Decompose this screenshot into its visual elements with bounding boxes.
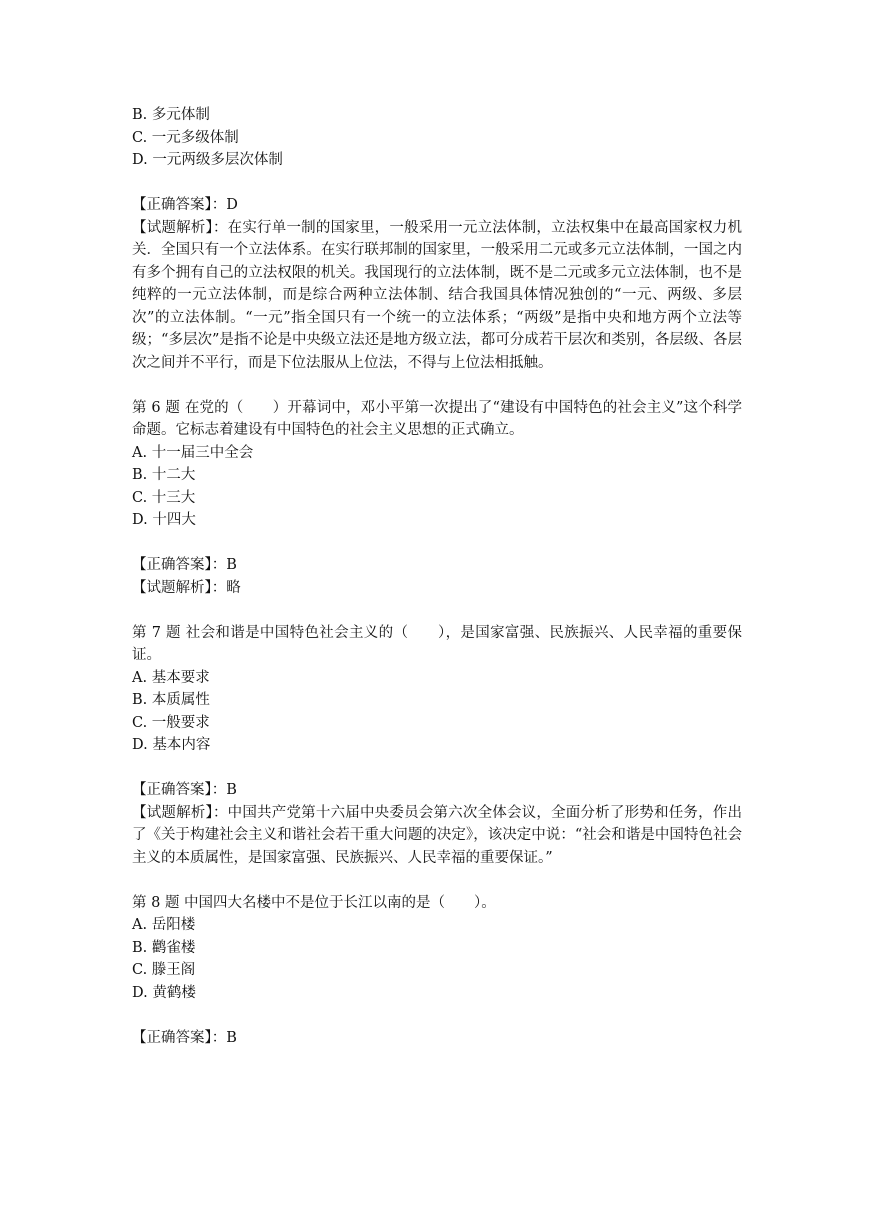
option-a: A. 十一届三中全会 bbox=[132, 444, 254, 461]
option-b: B. 十二大 bbox=[132, 467, 196, 483]
option-c: C. 十三大 bbox=[132, 489, 196, 506]
option-a: A. 基本要求 bbox=[132, 669, 210, 686]
option-b: B. 鹳雀楼 bbox=[132, 939, 196, 956]
exam-page bbox=[132, 104, 742, 1049]
option-d: D. 黄鹤楼 bbox=[132, 984, 196, 1001]
correct-answer: 【正确答案】：D bbox=[132, 197, 238, 213]
correct-answer: 【正确答案】：B bbox=[132, 1029, 237, 1046]
option-c: C. 一元多级体制 bbox=[132, 129, 239, 146]
question-8 bbox=[132, 892, 742, 1050]
answer-analysis: 【试题解析】：中国共产党第十六届中央委员会第六次全体会议，全面分析了形势和任务，作出了《关于构建社会主义和谐社会若干重大问题的决定》，该决定中说：“社会和谐是中国特色社会主义的本质属性，是国家富强、民族振兴、人民幸福的重要保证。” bbox=[132, 804, 742, 866]
option-d: D. 一元两级多层次体制 bbox=[132, 152, 283, 168]
question-5-tail bbox=[132, 104, 742, 374]
question-text: 第 7 题 社会和谐是中国特色社会主义的（ ），是国家富强、民族振兴、人民幸福的重要保证。 bbox=[132, 624, 742, 663]
question-text: 第 6 题 在党的（ ）开幕词中，邓小平第一次提出了“建设有中国特色的社会主义”这个科学命题。它标志着建设有中国特色的社会主义思想的正式确立。 bbox=[132, 399, 742, 438]
option-c: C. 一般要求 bbox=[132, 714, 210, 731]
answer-analysis: 【试题解析】：略 bbox=[132, 579, 241, 596]
option-b: B. 多元体制 bbox=[132, 107, 210, 123]
option-a: A. 岳阳楼 bbox=[132, 917, 196, 933]
question-6 bbox=[132, 397, 742, 600]
correct-answer: 【正确答案】：B bbox=[132, 557, 237, 573]
option-d: D. 十四大 bbox=[132, 512, 196, 528]
option-b: B. 本质属性 bbox=[132, 692, 210, 708]
question-7 bbox=[132, 622, 742, 870]
question-text: 第 8 题 中国四大名楼中不是位于长江以南的是（ ）。 bbox=[132, 894, 496, 911]
option-d: D. 基本内容 bbox=[132, 737, 211, 753]
answer-analysis: 【试题解析】：在实行单一制的国家里，一般采用一元立法体制，立法权集中在最高国家权力机关．全国只有一个立法体系。在实行联邦制的国家里，一般采用二元或多元立法体制，一国之内有多个拥有自己的立法权限的机关。我国现行的立法体制，既不是二元或多元立法体制，也不是纯粹的一元立法体制，而是综合两种立法体制、结合我国具体情况独创的“一元、两级、多层次”的立法体制。“一元”指全国只有一个统一的立法体系；“两级”是指中央和地方两个立法等级；“多层次”是指不论是中央级立法还是地方级立法，都可分成若干层次和类别，各层级、各层次之间并不平行，而是下位法服从上位法，不得与上位法相抵触。 bbox=[132, 219, 742, 371]
correct-answer: 【正确答案】：B bbox=[132, 782, 237, 798]
option-c: C. 滕王阁 bbox=[132, 962, 196, 978]
